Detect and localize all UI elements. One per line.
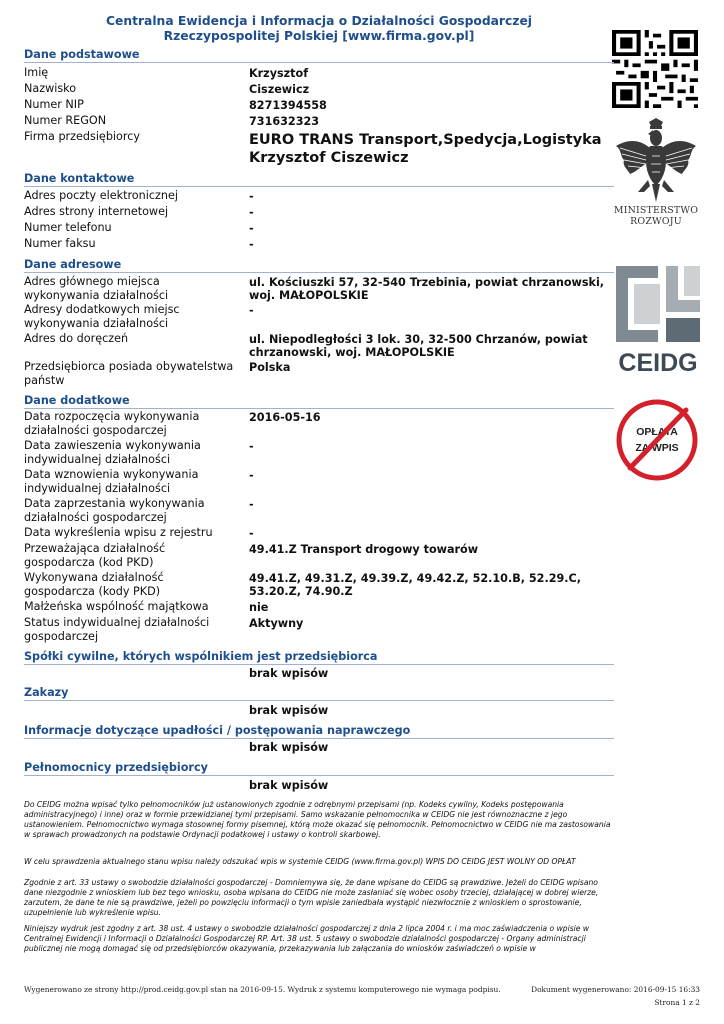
document-header [24, 14, 614, 44]
field-label-main-address: Adres głównego miejsca wykonywania działalności [24, 275, 169, 302]
qr-code [612, 30, 698, 108]
section-heading-bans: Zakazy [24, 686, 614, 701]
field-label-first-name: Imię [24, 66, 49, 79]
field-label-cessation-date: Data zaprzestania wykonywania działalności gospodarczej [24, 497, 205, 524]
ceidg-logo-graphic [614, 264, 702, 346]
field-value-first-name: Krzysztof [249, 67, 309, 80]
ceidg-logo-text: CEIDG [618, 349, 698, 377]
stamp-text-line1: OPŁATA [636, 426, 678, 438]
section-heading-basic: Dane podstawowe [24, 48, 614, 63]
note-proxies: Do CEIDG można wpisać tylko pełnomocników już ustanowionych zgodnie z odrębnymi przepisami (np. Kodeks cywilny, Kodeks postępowania administracyjnego) i inne) oraz w formie przewidzianej tymi przepisami. Samo wskazanie pełnomocnika w CEIDG nie jest równoznaczne z jego ustanowieniem. Pełnomocnictwo wymaga stosownej formy pisemnej, którą może okazać się pełnomocnik. Pełnomocnictwo w CEIDG nie ma zastosowania w sprawach prowadzonych na podstawie Ordynacji podatkowej i ustawy o kontroli skarbowej. [24, 800, 611, 839]
field-value-start-date: 2016-05-16 [249, 411, 321, 424]
field-value-nip: 8271394558 [249, 99, 327, 112]
note-article-38: Niniejszy wydruk jest zgodny z art. 38 ust. 4 ustawy o swobodzie działalności gospodarczej z dnia 2 lipca 2004 r. i ma moc zaświadczenia o wpisie w Centralnej Ewidencji i Informacji o Działalności Gospodarczej RP. Art. 38 ust. 5 ustawy o swobodzie działalności gospodarczej - Organy administracji publicznej nie mogą domagać się od przedsiębiorców okazywania, przekazywania lub załączania do wniosków zaświadczeń o wpisie w [24, 924, 590, 953]
ministry-line2: ROZWOJU [630, 216, 682, 227]
field-label-start-date: Data rozpoczęcia wykonywania działalności gospodarczej [24, 410, 200, 437]
field-value-cessation-date: - [249, 498, 254, 511]
field-value-citizenship: Polska [249, 361, 291, 374]
field-label-status: Status indywidualnej działalności gospodarczej [24, 616, 210, 643]
stamp-text-line2: ZA WPIS [635, 442, 679, 454]
note-article-33: Zgodnie z art. 33 ustawy o swobodzie działalności gospodarczej - Domniemywa się, że dane wpisane do CEIDG są prawdziwe. Jeżeli do CEIDG wpisano dane niezgodnie z wnioskiem lub bez tego wniosku, osoba wpisana do CEIDG nie może zasłaniać się wobec osoby trzeciej, działającej w dobrej wierze, zarzutem, że dane te nie są prawdziwe, jeżeli po powzięciu informacji o tym wpisie zaniedbała wystąpić niezwłocznie z wnioskiem o sprostowanie, uzupełnienie lub wykreślenie wpisu. [24, 878, 599, 917]
no-fee-stamp [612, 398, 702, 482]
field-label-fax: Numer faksu [24, 237, 96, 250]
field-value-status: Aktywny [249, 617, 304, 630]
bankruptcy-no-entries: brak wpisów [249, 741, 329, 754]
field-value-marital-property: nie [249, 601, 269, 614]
ministry-line1: MINISTERSTWO [613, 205, 699, 216]
field-label-citizenship: Przedsiębiorca posiada obywatelstwa państw [24, 360, 234, 387]
field-value-email: - [249, 190, 254, 203]
field-value-main-pkd: 49.41.Z Transport drogowy towarów [249, 543, 479, 556]
footer-page-number: Strona 1 z 2 [654, 998, 700, 1007]
field-value-additional-addresses: - [249, 304, 254, 317]
field-label-email: Adres poczty elektronicznej [24, 189, 178, 202]
field-label-last-name: Nazwisko [24, 82, 77, 95]
field-value-main-address: ul. Kościuszki 57, 32-540 Trzebinia, powiat chrzanowski, woj. MAŁOPOLSKIE [249, 276, 605, 302]
field-value-fax: - [249, 238, 254, 251]
proxies-no-entries: brak wpisów [249, 779, 329, 792]
footer-generated-date: Dokument wygenerowano: 2016-09-15 16:33 [531, 985, 700, 994]
field-value-company-name: EURO TRANS Transport,Spedycja,Logistyka Krzysztof Ciszewicz [249, 132, 602, 166]
field-value-deletion-date: - [249, 527, 254, 540]
field-label-company-name: Firma przedsiębiorcy [24, 130, 140, 143]
field-label-deletion-date: Data wykreślenia wpisu z rejestru [24, 526, 213, 539]
section-heading-additional: Dane dodatkowe [24, 394, 614, 409]
field-value-website: - [249, 206, 254, 219]
field-label-delivery-address: Adres do doręczeń [24, 332, 129, 345]
partnerships-no-entries: brak wpisów [249, 667, 329, 680]
header-title-line1: Centralna Ewidencja i Informacja o Działalności Gospodarczej [105, 14, 532, 28]
field-value-suspension-date: - [249, 440, 254, 453]
field-label-regon: Numer REGON [24, 114, 107, 127]
field-value-last-name: Ciszewicz [249, 83, 310, 96]
section-heading-proxies: Pełnomocnicy przedsiębiorcy [24, 761, 614, 776]
note-check-status: W celu sprawdzenia aktualnego stanu wpisu należy odszukać wpis w systemie CEIDG (www.firma.gov.pl) WPIS DO CEIDG JEST WOLNY OD OPŁAT [24, 857, 576, 866]
field-label-main-pkd: Przeważająca działalność gospodarcza (kod PKD) [24, 542, 166, 569]
field-label-marital-property: Małżeńska wspólność majątkowa [24, 600, 209, 613]
field-label-suspension-date: Data zawieszenia wykonywania indywidualnej działalności [24, 439, 201, 466]
section-heading-bankruptcy: Informacje dotyczące upadłości / postępowania naprawczego [24, 724, 614, 739]
field-value-phone: - [249, 222, 254, 235]
section-heading-address: Dane adresowe [24, 258, 614, 273]
polish-eagle-emblem [612, 116, 700, 204]
header-title-line2: Rzeczypospolitej Polskiej [www.firma.gov.pl] [163, 29, 475, 43]
field-label-website: Adres strony internetowej [24, 205, 169, 218]
field-value-resumption-date: - [249, 469, 254, 482]
bans-no-entries: brak wpisów [249, 704, 329, 717]
field-label-resumption-date: Data wznowienia wykonywania indywidualnej działalności [24, 468, 199, 495]
section-heading-partnerships: Spółki cywilne, których wspólnikiem jest przedsiębiorca [24, 650, 614, 665]
field-label-nip: Numer NIP [24, 98, 84, 111]
footer-generated-from: Wygenerowano ze strony http://prod.ceidg.gov.pl stan na 2016-09-15. Wydruk z systemu komputerowego nie wymaga podpisu. [24, 985, 501, 994]
field-label-additional-addresses: Adresy dodatkowych miejsc wykonywania działalności [24, 303, 180, 330]
field-label-phone: Numer telefonu [24, 221, 112, 234]
field-label-pkd-codes: Wykonywana działalność gospodarcza (kody PKD) [24, 571, 164, 598]
ministry-logo-text [608, 205, 704, 227]
field-value-regon: 731632323 [249, 115, 320, 128]
field-value-pkd-codes: 49.41.Z, 49.31.Z, 49.39.Z, 49.42.Z, 52.10.B, 52.29.C, 53.20.Z, 74.90.Z [249, 572, 581, 598]
section-heading-contact: Dane kontaktowe [24, 172, 614, 187]
field-value-delivery-address: ul. Niepodległości 3 lok. 30, 32-500 Chrzanów, powiat chrzanowski, woj. MAŁOPOLSKIE [249, 333, 588, 359]
